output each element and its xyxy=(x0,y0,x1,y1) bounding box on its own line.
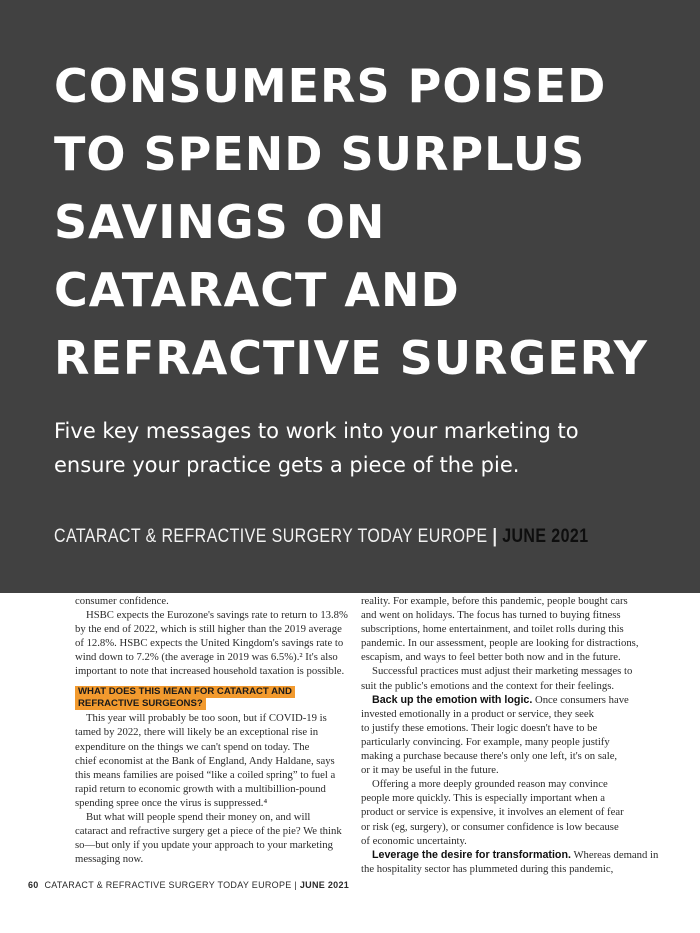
text-line: wind down to 7.2% (the average in 2019 was 6.5%).² It's also xyxy=(75,651,338,664)
text-line: suit the public's emotions and the context for their feelings. xyxy=(361,679,615,692)
article-subheading xyxy=(54,414,674,482)
text-line xyxy=(361,693,636,707)
text-line: expenditure on the things we can't spend on today. The xyxy=(75,740,310,753)
page-footer xyxy=(28,880,349,890)
page-number: 60 xyxy=(28,880,39,890)
text-line: HSBC expects the Eurozone's savings rate to return to 13.8% xyxy=(86,609,348,622)
paragraph xyxy=(361,594,639,664)
run-in-heading: Back up the emotion with logic. xyxy=(372,693,533,706)
section-heading-line: REFRACTIVE SURGEONS? xyxy=(75,698,206,710)
publication-credit xyxy=(54,526,588,548)
text-line: Successful practices must adjust their marketing messages to xyxy=(372,665,633,678)
text-line: particularly convincing. For example, many people justify xyxy=(361,735,610,748)
text-line: people more quickly. This is especially important when a xyxy=(361,792,605,805)
headline-line: TO SPEND SURPLUS xyxy=(54,127,586,181)
footer-date: JUNE 2021 xyxy=(299,880,350,890)
text-line: tamed by 2022, there will likely be an exceptional rise in xyxy=(75,726,319,739)
text-line: rapid return to economic growth with a multibillion-pound xyxy=(75,782,326,795)
text-line: by the end of 2022, which is still higher than the 2019 average xyxy=(75,623,342,636)
paragraph xyxy=(361,664,636,692)
text-line: product or service is expensive, it involves an element of fear xyxy=(361,806,624,819)
publication-date: JUNE 2021 xyxy=(502,526,589,547)
paragraph xyxy=(361,848,659,876)
text-line: or it may be useful in the future. xyxy=(361,764,499,777)
subheading-line: ensure your practice gets a piece of the pie. xyxy=(54,453,520,477)
text-line: and went on holidays. The focus has turned to buying fitness xyxy=(361,609,621,622)
text-line: escapism, and ways to feel better both now and in the future. xyxy=(361,651,621,664)
text-line xyxy=(361,848,659,862)
paragraph xyxy=(75,810,347,866)
text-line: cataract and refractive surgery get a piece of the pie? We think xyxy=(75,825,342,838)
headline-line: REFRACTIVE SURGERY xyxy=(54,331,648,385)
text-line: spending spree once the virus is suppressed.⁴ xyxy=(75,796,268,809)
text-line: so—but only if you update your approach to your marketing xyxy=(75,839,333,852)
right-text-column xyxy=(361,594,659,876)
publication-separator: | xyxy=(492,526,498,547)
run-in-heading: Leverage the desire for transformation. xyxy=(372,848,571,861)
article-headline xyxy=(54,52,694,392)
footer-separator: | xyxy=(294,880,298,890)
headline-line: CONSUMERS POISED xyxy=(54,59,607,113)
text-line: subscriptions, home entertainment, and toilet rolls during this xyxy=(361,623,624,636)
text-line: pandemic. In our assessment, people are looking for distractions, xyxy=(361,637,639,650)
paragraph xyxy=(75,594,347,608)
headline-line: SAVINGS ON xyxy=(54,195,386,249)
text-line: reality. For example, before this pandemic, people bought cars xyxy=(361,595,628,607)
section-heading xyxy=(75,686,347,711)
left-text-column xyxy=(75,594,347,866)
text-fragment: Whereas demand in xyxy=(570,848,659,861)
paragraph xyxy=(361,693,636,778)
text-line: making a purchase because there's only one left, it's on sale, xyxy=(361,750,618,763)
text-line: messaging now. xyxy=(75,853,144,866)
text-line: chief economist at the Bank of England, Andy Haldane, says xyxy=(75,754,335,767)
text-line: important to note that increased household taxation is possible. xyxy=(75,665,345,678)
text-line: of economic uncertainty. xyxy=(361,834,467,847)
subheading-line: Five key messages to work into your marketing to xyxy=(54,419,579,443)
section-heading-line: WHAT DOES THIS MEAN FOR CATARACT AND xyxy=(75,686,295,698)
text-line: consumer confidence. xyxy=(75,595,169,607)
text-line: the hospitality sector has plummeted during this pandemic, xyxy=(361,862,614,875)
text-line: But what will people spend their money on, and will xyxy=(86,811,311,824)
text-line: This year will probably be too soon, but if COVID-19 is xyxy=(86,712,327,725)
text-line: invested emotionally in a product or service, they seek xyxy=(361,707,594,720)
text-fragment: Once consumers have xyxy=(532,693,629,706)
text-line: to justify these emotions. Their logic doesn't have to be xyxy=(361,721,598,734)
text-line: this means families are poised “like a coiled spring” to fuel a xyxy=(75,768,336,781)
text-line: or risk (eg, surgery), or consumer confidence is low because xyxy=(361,820,619,833)
text-line: of 12.8%. HSBC expects the United Kingdom's savings rate to xyxy=(75,637,344,650)
paragraph xyxy=(361,777,636,847)
paragraph xyxy=(75,608,347,678)
paragraph xyxy=(75,711,347,810)
headline-line: CATARACT AND xyxy=(54,263,460,317)
publication-name: CATARACT & REFRACTIVE SURGERY TODAY EUROPE xyxy=(54,526,488,547)
footer-publication: CATARACT & REFRACTIVE SURGERY TODAY EUROPE xyxy=(44,880,292,890)
text-line: Offering a more deeply grounded reason may convince xyxy=(372,778,608,791)
